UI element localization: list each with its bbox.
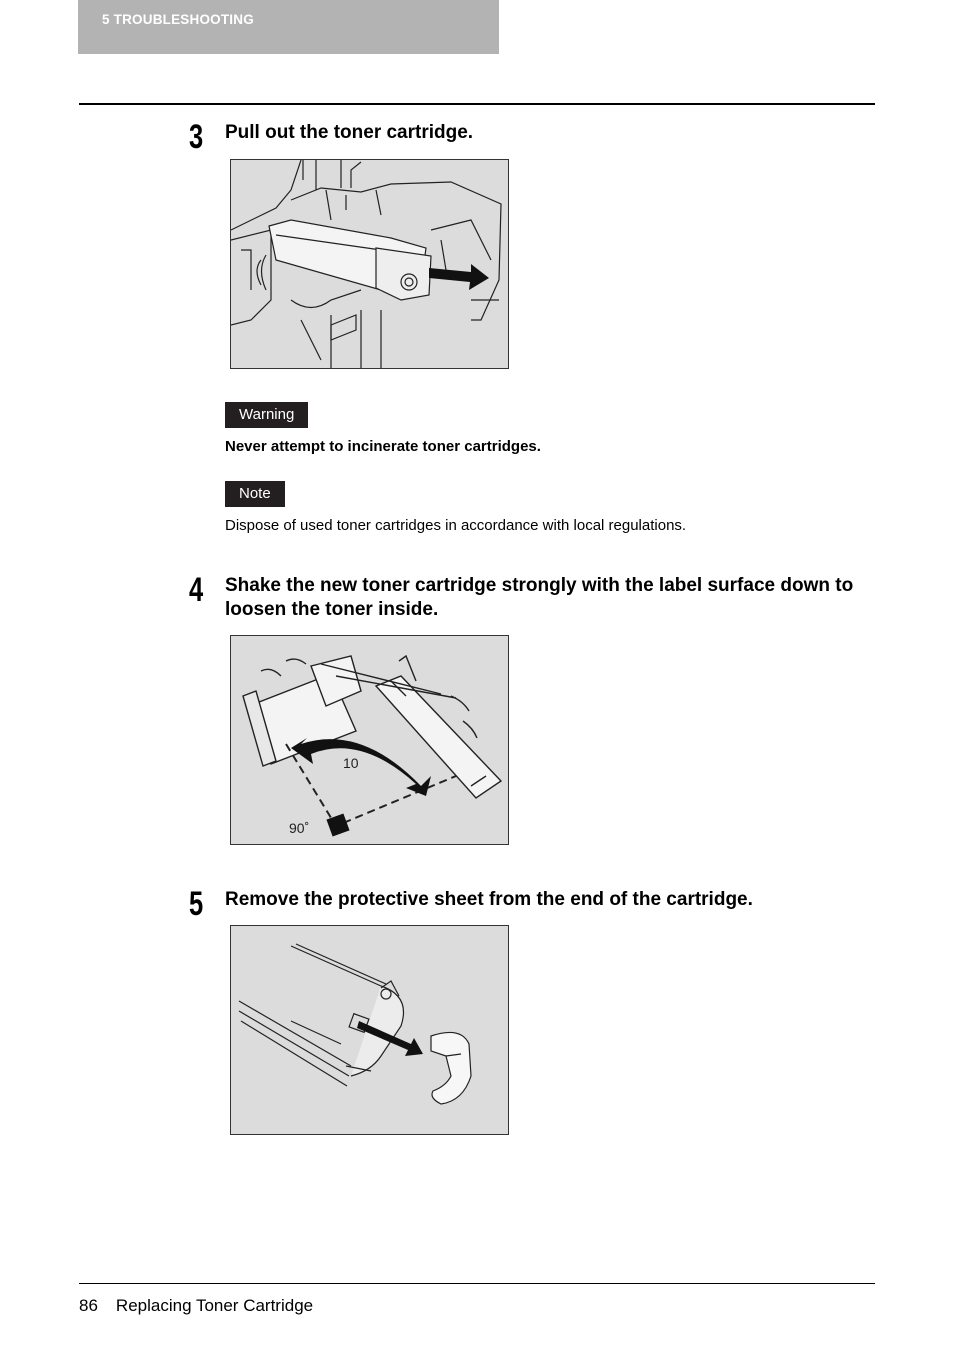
step-3-title: Pull out the toner cartridge.: [225, 122, 474, 143]
page-number: 86: [79, 1296, 98, 1315]
figure-shake-cartridge: [230, 635, 509, 845]
footer-rule: [79, 1283, 875, 1284]
page-footer: [79, 1296, 313, 1316]
step-4-number: 4: [189, 571, 204, 609]
step-4-title: Shake the new toner cartridge strongly with the label surface down to loosen the toner inside.: [225, 575, 854, 620]
step-3-number: 3: [189, 118, 204, 156]
note-badge: Note: [225, 481, 285, 507]
footer-title: Replacing Toner Cartridge: [115, 1296, 314, 1315]
pull-out-cartridge-illustration: [231, 160, 508, 368]
warning-text: Never attempt to incinerate toner cartridges.: [225, 438, 541, 455]
figure-pull-out-cartridge: [230, 159, 509, 369]
header-rule: [79, 103, 875, 105]
figure-remove-protective-sheet: [230, 925, 509, 1135]
note-text: Dispose of used toner cartridges in accordance with local regulations.: [225, 517, 687, 534]
angle-label: 90˚: [289, 820, 310, 836]
warning-badge: Warning: [225, 402, 308, 428]
step-5-number: 5: [189, 885, 204, 923]
remove-sheet-illustration: [231, 926, 508, 1134]
shake-cartridge-illustration: [231, 636, 508, 844]
shake-count-label: 10: [343, 755, 359, 771]
step-5-title: Remove the protective sheet from the end of the cartridge.: [225, 889, 753, 910]
section-header-tab: [78, 0, 499, 54]
section-header-label: 5 TROUBLESHOOTING: [102, 12, 254, 27]
